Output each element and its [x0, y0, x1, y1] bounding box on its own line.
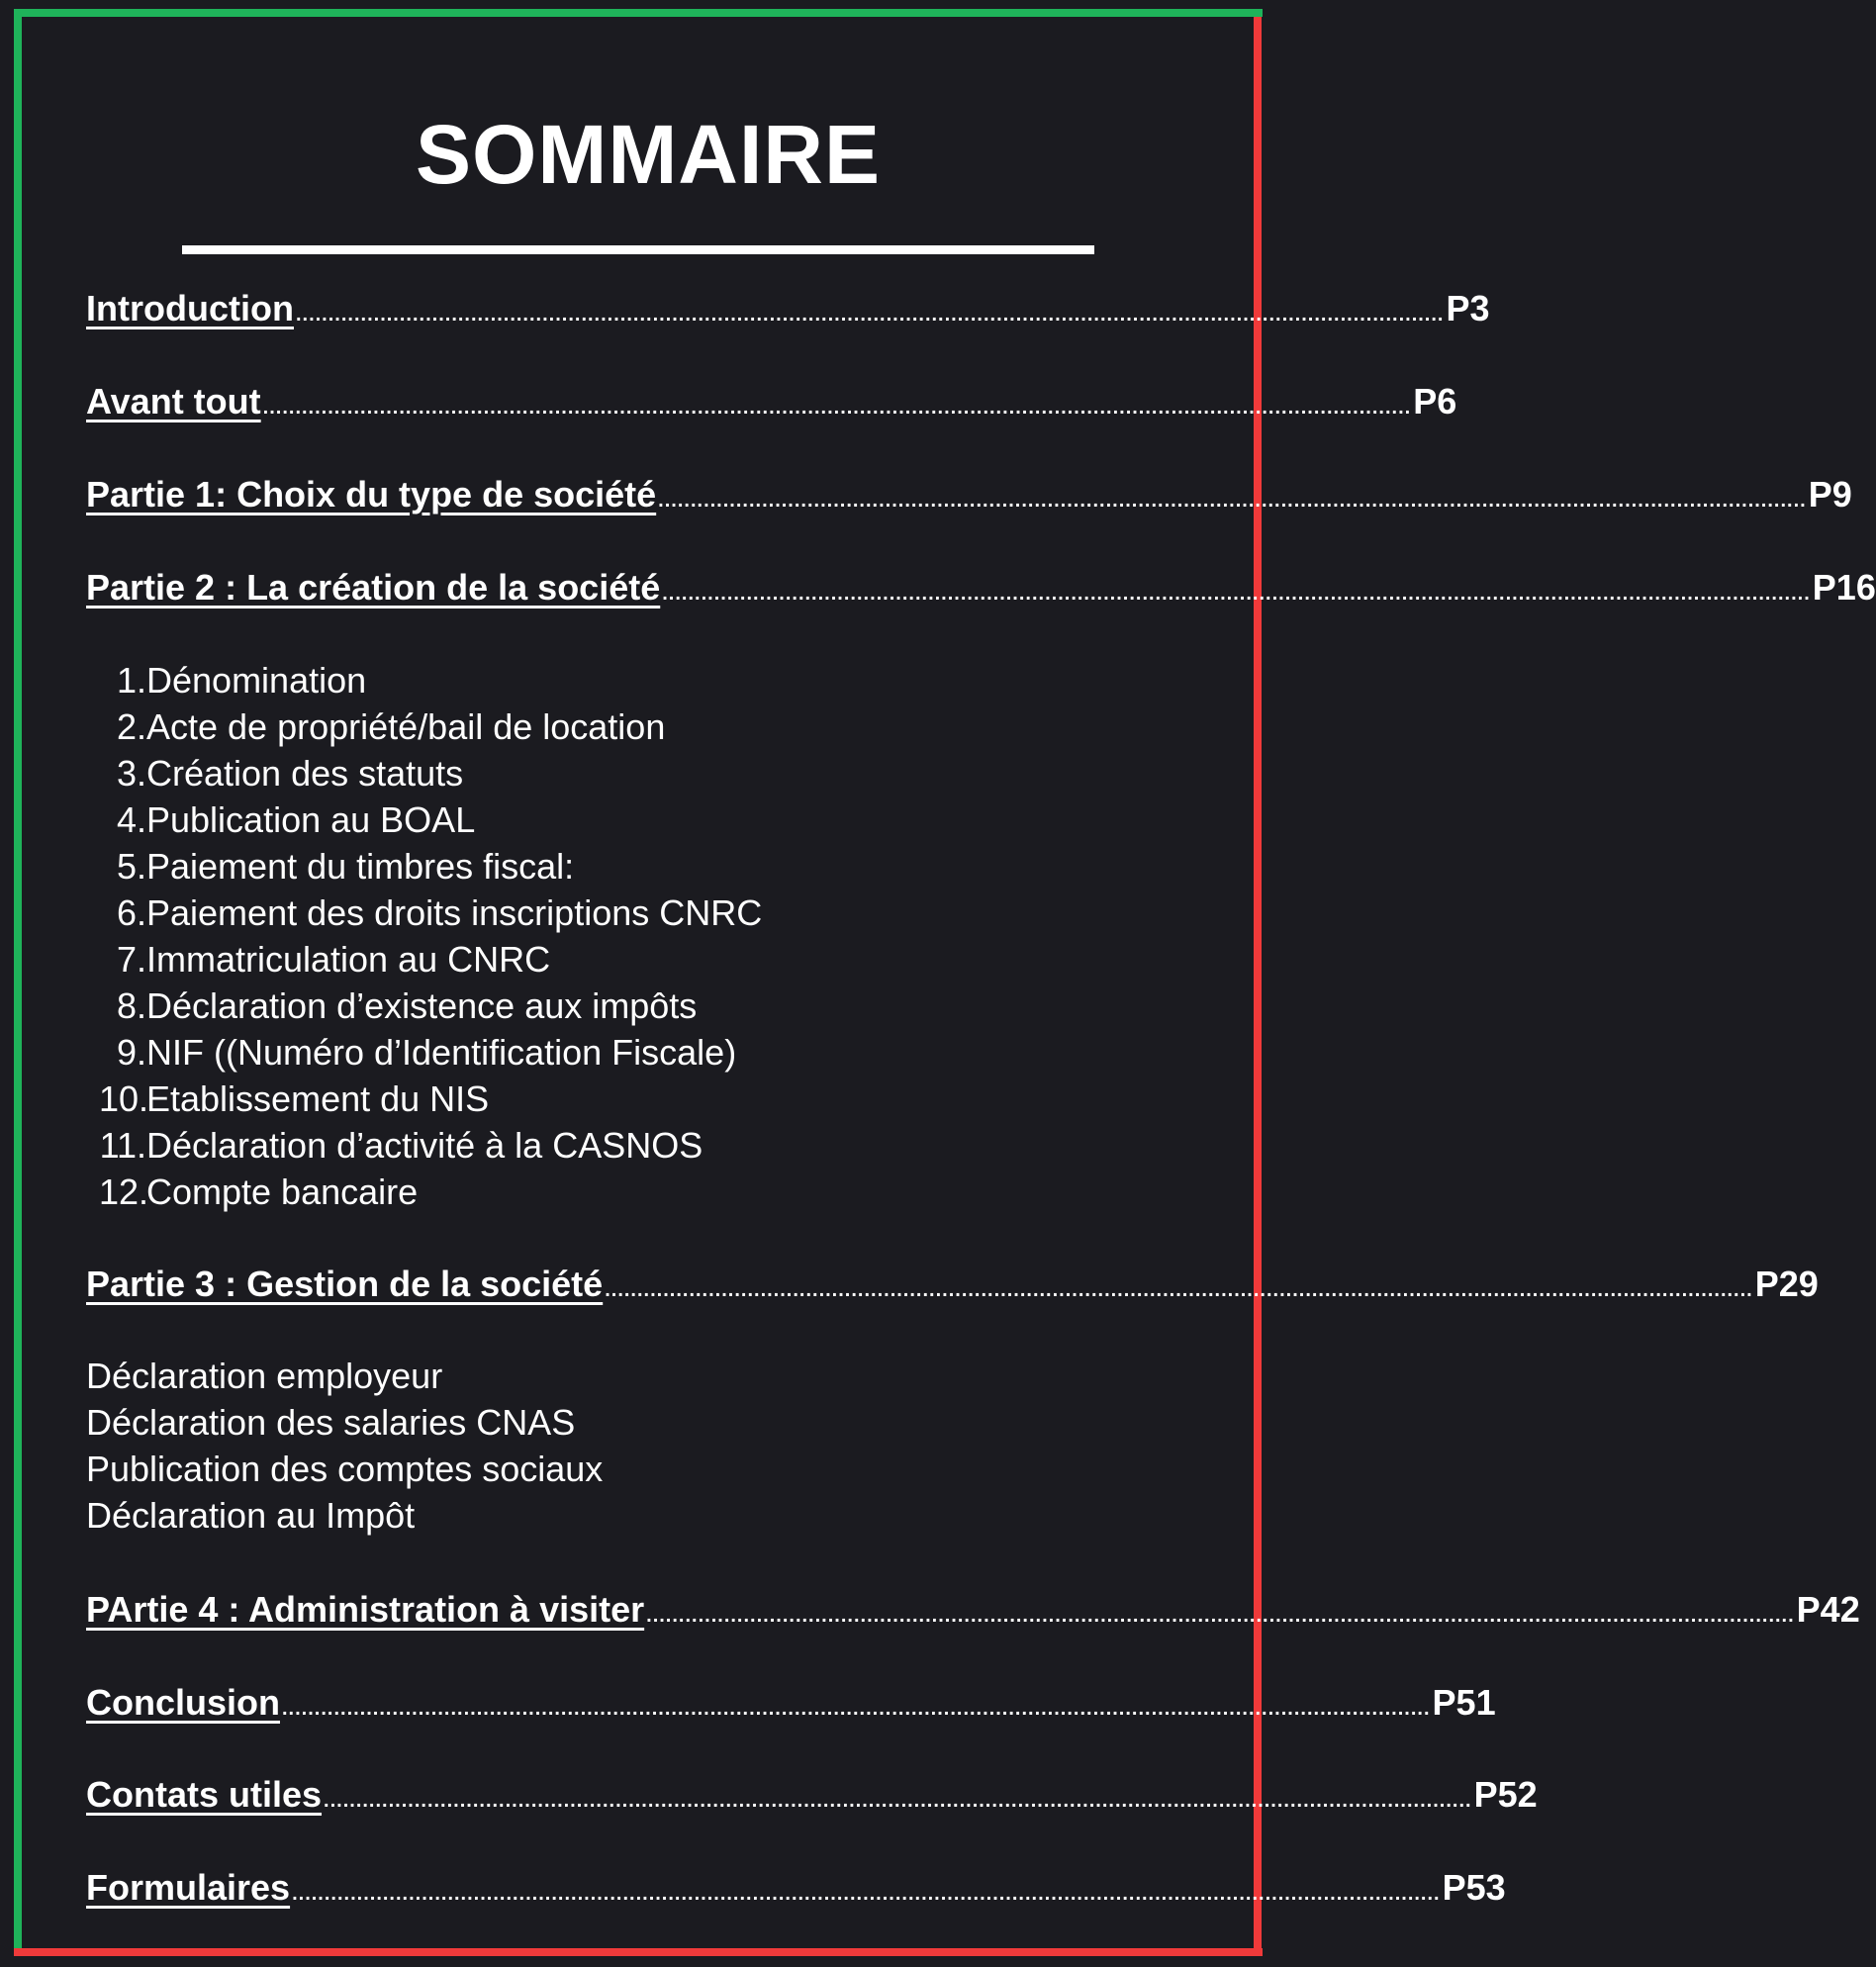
list-item-text: Acte de propriété/bail de location — [146, 706, 666, 747]
list-item-number: 9. — [116, 1032, 146, 1073]
toc-entry-page: P42 — [1796, 1589, 1860, 1630]
list-item — [99, 936, 762, 983]
list-item-number: 1. — [116, 660, 146, 701]
list-item — [99, 750, 762, 796]
toc-entry-label: Introduction — [86, 288, 294, 328]
toc-entry-formulaires[interactable] — [86, 1863, 1506, 1913]
list-item-text: Immatriculation au CNRC — [146, 939, 551, 980]
page-title: SOMMAIRE — [416, 108, 881, 201]
list-item-text: Déclaration d’activité à la CASNOS — [146, 1125, 704, 1166]
toc-entry-page: P52 — [1473, 1774, 1538, 1815]
list-item — [99, 1169, 762, 1215]
list-item-number: 8. — [116, 985, 146, 1026]
toc-entry-label: Contats utiles — [86, 1774, 323, 1815]
toc-entry-label: Avant tout — [86, 381, 261, 422]
list-item-number: 6. — [116, 892, 146, 933]
partie-2-sublist — [99, 657, 762, 1215]
list-item-number: 5. — [116, 846, 146, 887]
list-item-text: Compte bancaire — [146, 1171, 419, 1212]
toc-entry-partie-3[interactable] — [86, 1260, 1819, 1309]
toc-entry-page: P9 — [1808, 474, 1852, 515]
toc-leader-dots: ................................................................................................................................................................................. — [662, 583, 1811, 605]
toc-entry-partie-4[interactable] — [86, 1585, 1860, 1635]
list-item-text: Paiement du timbres fiscal: — [146, 846, 575, 887]
toc-leader-dots: ................................................................................................................................................................................. — [292, 1883, 1441, 1905]
frame-top-border — [14, 9, 1263, 17]
list-item-number: 3. — [116, 753, 146, 794]
toc-leader-dots: ................................................................................................................................................................................. — [282, 1698, 1431, 1720]
list-item-text: Etablissement du NIS — [146, 1078, 490, 1119]
toc-entry-conclusion[interactable] — [86, 1678, 1496, 1728]
list-item-number: 2. — [116, 706, 146, 747]
frame-bottom-border — [14, 1948, 1263, 1956]
partie-3-sublist — [86, 1353, 603, 1539]
list-item — [99, 1076, 762, 1122]
list-item — [99, 983, 762, 1029]
list-item: Déclaration employeur — [86, 1356, 443, 1396]
toc-leader-dots: ................................................................................................................................................................................. — [295, 304, 1445, 326]
list-item-text: Publication au BOAL — [146, 799, 476, 840]
toc-entry-page: P53 — [1442, 1867, 1506, 1908]
toc-entry-partie-2[interactable] — [86, 563, 1876, 612]
list-item — [99, 703, 762, 750]
list-item: Déclaration au Impôt — [86, 1495, 416, 1536]
list-item-text: NIF ((Numéro d’Identification Fiscale) — [146, 1032, 737, 1073]
toc-entry-partie-1[interactable] — [86, 470, 1852, 519]
toc-entry-label: Conclusion — [86, 1682, 280, 1723]
toc-entry-label: Partie 3 : Gestion de la société — [86, 1264, 604, 1304]
list-item — [99, 843, 762, 890]
list-item — [99, 1122, 762, 1169]
toc-entry-avant-tout[interactable] — [86, 377, 1457, 426]
list-item — [99, 796, 762, 843]
list-item-number: 4. — [116, 799, 146, 840]
list-item-number: 10. — [99, 1078, 149, 1119]
list-item — [99, 890, 762, 936]
toc-entry-contats-utiles[interactable] — [86, 1770, 1538, 1820]
toc-entry-page: P51 — [1432, 1682, 1496, 1723]
toc-leader-dots: ................................................................................................................................................................................. — [262, 397, 1412, 419]
toc-leader-dots: ................................................................................................................................................................................. — [646, 1605, 1795, 1627]
list-item — [99, 657, 762, 703]
list-item-text: Création des statuts — [146, 753, 464, 794]
list-item-number: 7. — [116, 939, 146, 980]
toc-entry-label: Partie 2 : La création de la société — [86, 567, 661, 608]
toc-leader-dots: ................................................................................................................................................................................. — [658, 490, 1807, 512]
list-item-text: Déclaration d’existence aux impôts — [146, 985, 698, 1026]
list-item-text: Dénomination — [146, 660, 367, 701]
toc-entry-page: P6 — [1413, 381, 1457, 422]
list-item — [99, 1029, 762, 1076]
list-item-number: 11. — [99, 1125, 146, 1166]
toc-entry-label: PArtie 4 : Administration à visiter — [86, 1589, 645, 1630]
list-item: Publication des comptes sociaux — [86, 1449, 604, 1489]
toc-entry-label: Partie 1: Choix du type de société — [86, 474, 657, 515]
toc-entry-page: P29 — [1754, 1264, 1819, 1304]
frame-left-border — [14, 9, 22, 1956]
toc-entry-page: P3 — [1446, 288, 1490, 328]
list-item-number: 12. — [99, 1171, 149, 1212]
list-item: Déclaration des salaries CNAS — [86, 1402, 576, 1443]
toc-entry-page: P16 — [1812, 567, 1876, 608]
title-underline — [182, 245, 1094, 254]
toc-leader-dots: ................................................................................................................................................................................. — [324, 1790, 1472, 1812]
toc-leader-dots: ................................................................................................................................................................................. — [605, 1279, 1753, 1301]
toc-entry-label: Formulaires — [86, 1867, 291, 1908]
toc-entry-introduction[interactable] — [86, 284, 1490, 333]
list-item-text: Paiement des droits inscriptions CNRC — [146, 892, 763, 933]
